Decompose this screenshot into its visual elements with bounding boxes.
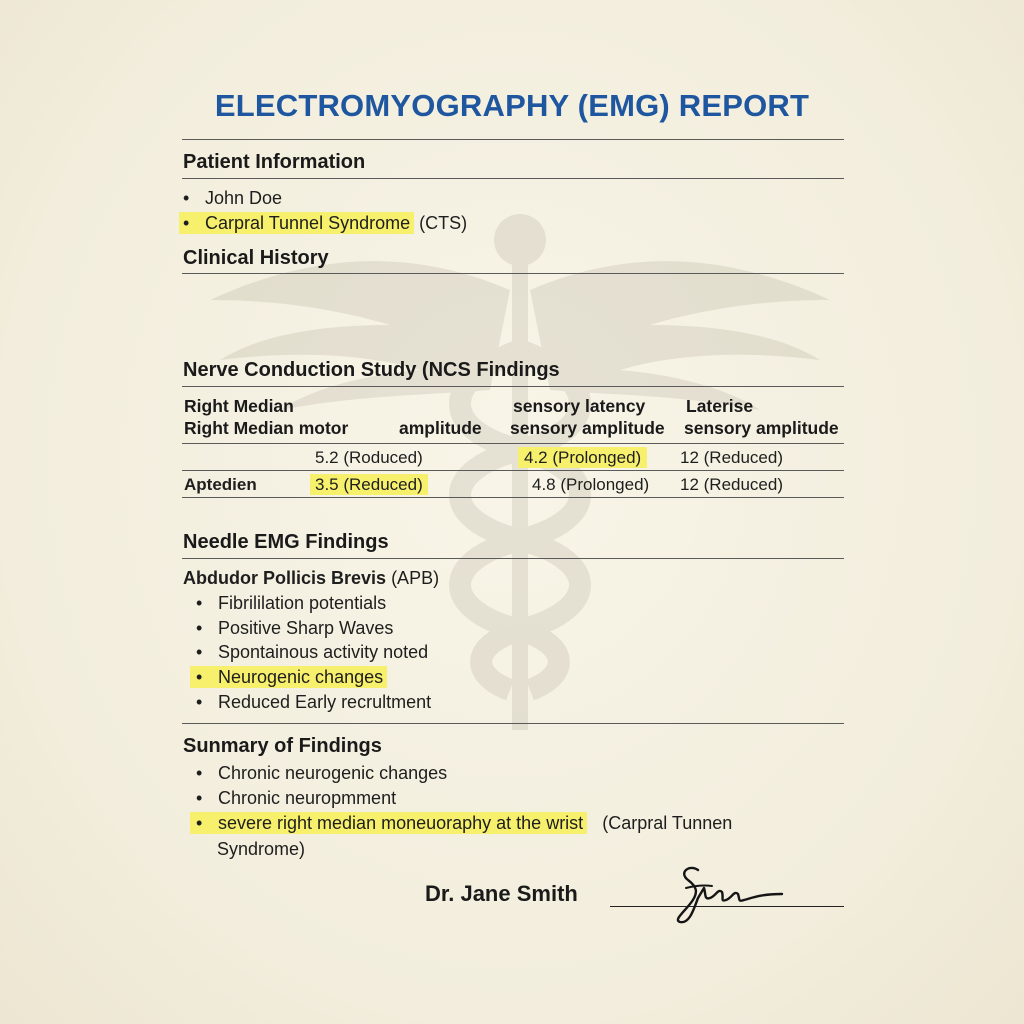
ncs-sensory-value: [518, 448, 647, 468]
muscle-line: [183, 568, 439, 589]
sensory-highlight: 4.2 (Prolonged): [518, 447, 647, 468]
ncs-header-col3-line2: sensory amplitude: [510, 418, 665, 438]
divider: [182, 386, 844, 387]
ncs-lateral-value: 12 (Reduced): [680, 475, 784, 494]
list-item: • Fibrililation potentials: [196, 593, 387, 613]
list-item: • severe right median moneuoraphy at the wrist (Carpral Tunnen: [190, 813, 732, 834]
ncs-header-col3-line1: sensory latency: [513, 396, 646, 416]
list-item: • Chronic neurogenic changes: [196, 763, 448, 783]
list-item-continuation: Syndrome): [217, 839, 306, 859]
ncs-header-col4-line1: Laterise: [686, 396, 754, 416]
list-item: • Chronic neuropmment: [196, 788, 397, 808]
ncs-motor-value: 5.2 (Roduced): [315, 448, 423, 467]
divider: [182, 139, 844, 140]
clinical-history-heading: Clinical History: [183, 247, 329, 269]
patient-name-item: • John Doe: [183, 188, 283, 208]
list-item: • Spontainous activity noted: [196, 642, 429, 662]
table-divider: [182, 443, 844, 444]
neurogenic-highlight: • Neurogenic changes: [190, 666, 387, 688]
diagnosis-highlight: • Carpral Tunnel Syndrome: [179, 212, 414, 234]
list-item: • Reduced Early recrultment: [196, 692, 432, 712]
summary-heading: Sunmary of Findings: [183, 735, 382, 757]
ncs-header-col4-line2: sensory amplitude: [684, 418, 839, 438]
ncs-header-col1-line1: Right Median: [184, 396, 294, 416]
divider: [182, 273, 844, 274]
divider: [182, 723, 844, 724]
ncs-heading: Nerve Conduction Study (NCS Findings: [183, 359, 560, 381]
table-divider: [182, 497, 844, 498]
ncs-sensory-value: 4.8 (Prolonged): [532, 475, 650, 494]
muscle-name: Abdudor Pollicis Brevis: [183, 568, 387, 588]
patient-info-heading: Patient Information: [183, 151, 366, 173]
patient-name: John Doe: [205, 188, 283, 208]
report-title: ELECTROMYOGRAPHY (EMG) REPORT: [214, 88, 810, 123]
ncs-header-col1-line2: Right Median motor: [184, 418, 349, 438]
divider: [182, 558, 844, 559]
muscle-suffix: (APB): [391, 568, 440, 588]
physician-name: Dr. Jane Smith: [425, 881, 578, 906]
list-item: [190, 667, 387, 688]
ncs-header-col2: amplitude: [399, 418, 482, 438]
ncs-lateral-value: 12 (Reduced): [680, 448, 784, 467]
divider: [182, 178, 844, 179]
handwritten-signature: [660, 858, 800, 928]
patient-diagnosis-item: [183, 213, 467, 234]
table-divider: [182, 470, 844, 471]
patient-diagnosis-suffix: (CTS): [419, 213, 468, 233]
patient-diagnosis: Carpral Tunnel Syndrome: [205, 213, 411, 233]
needle-emg-heading: Needle EMG Findings: [183, 531, 389, 553]
ncs-row-label: Aptedien: [184, 475, 257, 494]
list-item: • Positive Sharp Waves: [196, 618, 394, 638]
ncs-motor-value: [310, 475, 428, 495]
summary-highlight: • severe right median moneuoraphy at the wrist: [190, 812, 587, 834]
motor-highlight: 3.5 (Reduced): [310, 474, 428, 495]
